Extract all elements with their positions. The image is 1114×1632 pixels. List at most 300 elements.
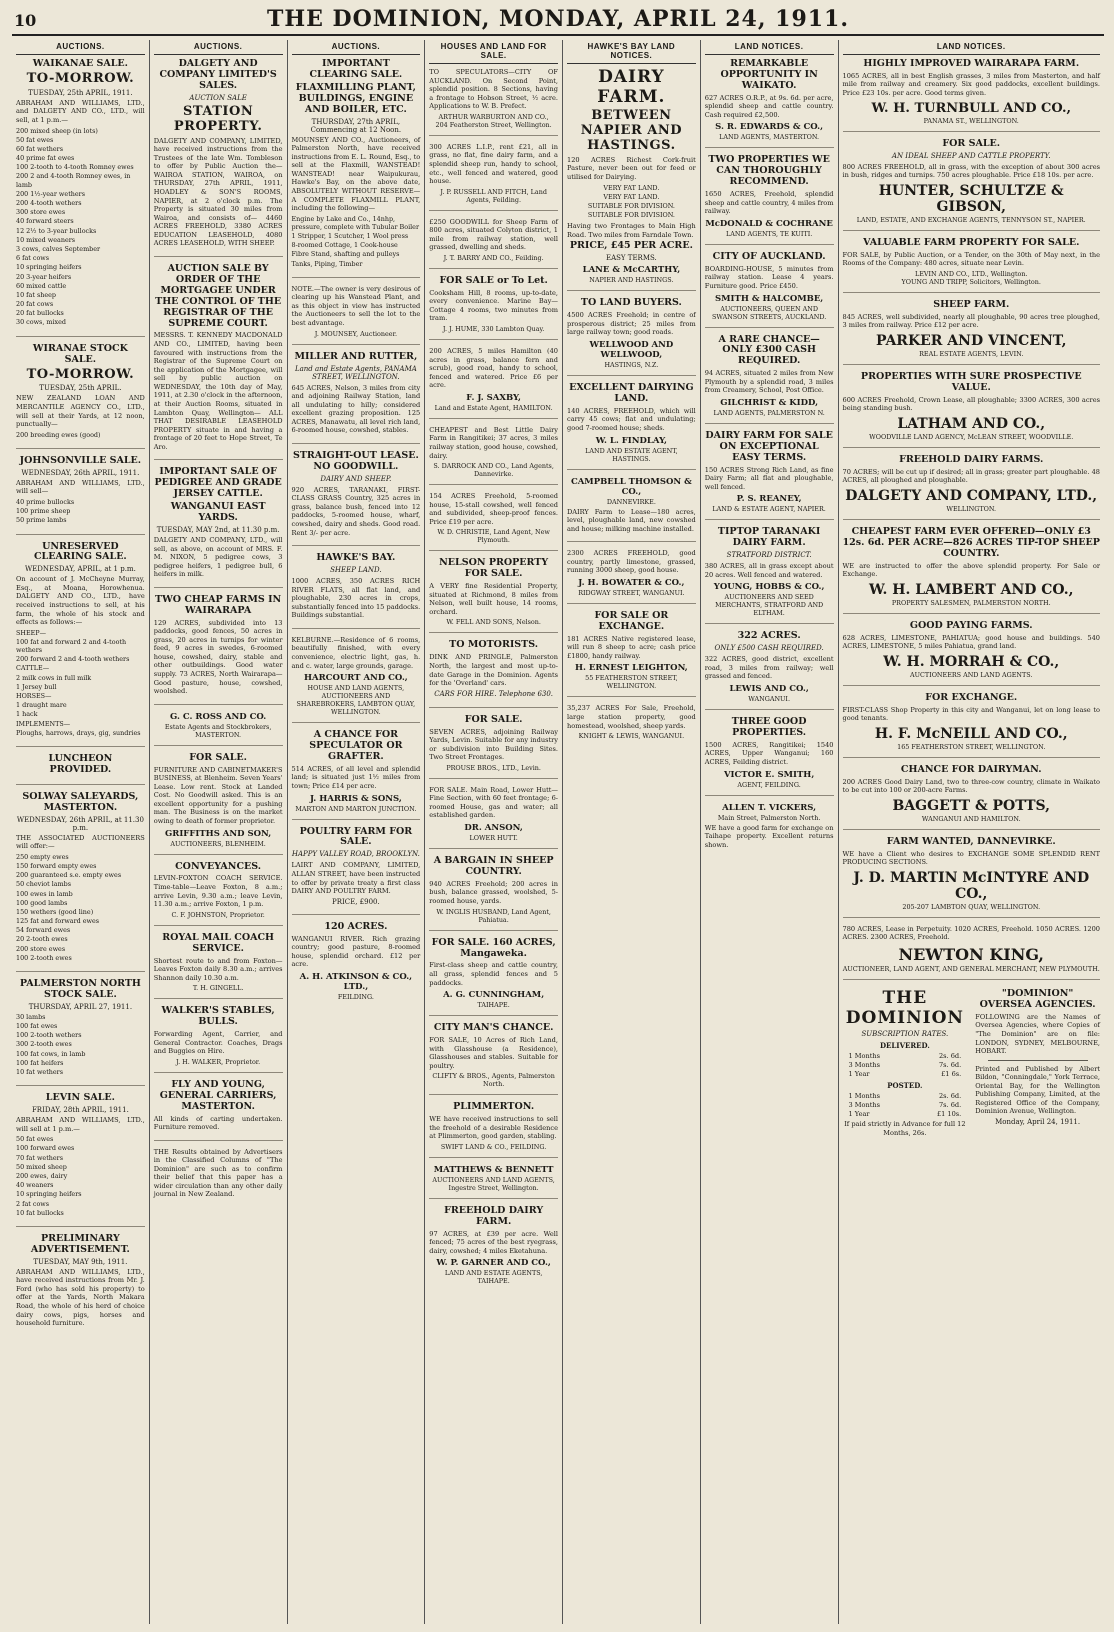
- ad-campbell-thomson: [567, 477, 696, 543]
- rates-note: If paid strictly in Advance for full 12 Months, 26s.: [844, 1120, 966, 1137]
- ad-heading: SHEEP FARM.: [933, 298, 1010, 310]
- ad-heading: FOR SALE or To Let.: [439, 274, 548, 286]
- ad-advertiser: GRIFFITHS AND SON,: [165, 828, 272, 839]
- ad-date: TUESDAY, 25th APRIL, 1911.: [28, 88, 133, 97]
- ad-heading: FOR SALE.: [464, 713, 523, 725]
- ad-body: NEW ZEALAND LOAN AND MERCANTILE AGENCY CO., LTD., will sell at their Yards, at 12 noon, punctually—: [16, 394, 145, 429]
- list-item: 10 mixed weaners: [16, 235, 76, 244]
- rate-period: 1 Months: [848, 1091, 881, 1100]
- list-item: 200 2 and 4-tooth Romney ewes, in lamb: [16, 172, 131, 189]
- ad-body: 4500 ACRES Freehold; in centre of prosperous district; 25 miles from large railway town; good roads.: [567, 311, 696, 337]
- ad-clearing-sale-flaxmill: [292, 59, 421, 278]
- ad-nelson-property: [429, 558, 558, 633]
- posted-rates: [843, 1092, 968, 1119]
- ad-heading: JOHNSONVILLE SALE.: [19, 454, 142, 466]
- rate-period: 1 Year: [848, 1069, 870, 1078]
- ad-advertiser: W. H. LAMBERT AND CO.,: [868, 581, 1074, 598]
- ad-body: LEVIN-FOXTON COACH SERVICE. Time-table—Leave Foxton, 8 a.m.; arrive Levin, 9.30 a.m.; leave Levin, 11.30 a.m.; arrive Foxton, 1 p.m.: [153, 874, 283, 909]
- list-item: 250 empty ewes: [16, 852, 69, 861]
- list-item: 20 fat bullocks: [16, 309, 64, 318]
- ad-2300-acres: [567, 549, 696, 604]
- ad-heading: A BARGAIN IN SHEEP COUNTRY.: [433, 855, 554, 877]
- list-item: SHEEP—: [16, 628, 46, 637]
- list-item: 50 cheviot lambs: [16, 880, 72, 889]
- lot-list: [16, 498, 145, 526]
- ad-address: AUCTIONEERS AND LAND AGENTS.: [910, 670, 1033, 679]
- ad-body: FOR SALE. Main Road, Lower Hutt—Fine Section, with 60 feet frontage; 6-roomed House, gas and water; all established garden.: [429, 785, 558, 820]
- ad-address: Land and Estate Agent, HAMILTON.: [434, 403, 553, 412]
- ad-address: NAPIER AND HASTINGS.: [589, 276, 674, 285]
- ad-city-mans-chance: [429, 1023, 558, 1095]
- ad-address: AUCTIONEERS AND LAND AGENTS, Ingestre Street, Wellington.: [432, 1175, 555, 1192]
- ad-heading: CONVEYANCES.: [175, 860, 262, 872]
- ad-body: 181 ACRES Native registered lease, will run 8 sheep to acre; cash price £1800, handy railway.: [567, 634, 696, 660]
- list-item: 70 fat wethers: [16, 1153, 63, 1162]
- list-item: 100 fat heifers: [16, 1058, 64, 1067]
- ad-heading: SOLWAY SALEYARDS, MASTERTON.: [22, 790, 139, 813]
- ad-advertiser: PARKER AND VINCENT,: [875, 332, 1067, 349]
- list-item: 10 fat wethers: [16, 1068, 63, 1076]
- ad-advertiser: W. L. FINDLAY,: [595, 435, 668, 446]
- list-item: 54 forward ewes: [16, 926, 71, 935]
- ad-advertiser: F. J. SAXBY,: [466, 392, 521, 403]
- list-item: 200 4-tooth wethers: [16, 199, 82, 208]
- ad-120-acres: [292, 922, 421, 1007]
- list-item: 200 store ewes: [16, 944, 66, 953]
- ad-address: TAIHAPE.: [477, 1001, 510, 1010]
- ad-body: FIRST-CLASS Shop Property in this city and Wanganui, let on long lease to good tenants.: [842, 705, 1100, 723]
- list-item: 40 weaners: [16, 1181, 54, 1190]
- rate-price: £1 10s.: [936, 1109, 962, 1118]
- ad-body: WANGANUI RIVER. Rich grazing country; good pasture, 8-roomed house, splendid orchard. £12 per acre.: [291, 934, 421, 969]
- list-item: SUITABLE FOR DIVISION.: [587, 201, 675, 210]
- ad-body: 800 ACRES FREEHOLD, all in grass, with the exception of about 300 acres in bush, ridges and turnips. 750 acres ploughable. Price £18 10s. per acre.: [842, 162, 1100, 180]
- column-3: [288, 40, 426, 1624]
- column-1: [12, 40, 150, 1624]
- ad-body: Shortest route to and from Foxton—Leaves Foxton daily 8.30 a.m.; arrives Shannon daily 10.30 a.m.: [153, 956, 283, 982]
- posted-label: POSTED.: [887, 1080, 923, 1090]
- ad-address: 55 FEATHERSTON STREET, WELLINGTON.: [585, 674, 678, 691]
- ad-taranaki-dairy: [705, 527, 834, 624]
- ad-heading: CHEAPEST FARM EVER OFFERED—ONLY £3 12s. 6d. PER ACRE—826 ACRES TIP-TOP SHEEP COUNTRY.: [842, 525, 1100, 559]
- ad-address: WELLINGTON.: [946, 504, 997, 513]
- ad-levin-sale: [16, 1093, 145, 1227]
- ad-address: 204 Featherston Street, Wellington.: [435, 120, 552, 129]
- lot-list: [16, 853, 145, 963]
- ad-300-acres: [429, 143, 558, 211]
- ad-address: HASTINGS, N.Z.: [604, 361, 659, 369]
- ad-heading: STRAIGHT-OUT LEASE. NO GOODWILL.: [292, 449, 419, 472]
- list-item: 20 3-year heifers: [16, 272, 72, 281]
- ad-body: 1650 ACRES, Freehold, splendid sheep and cattle country, 4 miles from railway.: [704, 190, 834, 216]
- ad-body: ABRAHAM AND WILLIAMS, LTD., will sell—: [16, 478, 145, 496]
- ad-body: THE Results obtained by Advertisers in the Classified Columns of "The Dominion" are such as to confirm their belief that this paper has a wider circulation than any other daily journal in New Zealand.: [153, 1147, 283, 1199]
- rate-row: [843, 1092, 968, 1101]
- ad-heading: TO MOTORISTS.: [449, 639, 539, 651]
- ad-advertiser: J. P. RUSSELL AND FITCH, Land Agents, Feilding.: [440, 187, 547, 204]
- ad-ideal-sheep-cattle: [843, 139, 1101, 231]
- list-item: 12 2½ to 3-year bullocks: [16, 226, 97, 235]
- ad-body: £250 GOODWILL for Sheep Farm of 800 acres, situated Colyton district, 1 mile from railway station, well grassed, dwelling and sheds.: [429, 217, 558, 252]
- list-item: 20 fat cows: [16, 300, 54, 309]
- list-item: HORSES—: [16, 692, 52, 701]
- ad-advertiser: W. H. MORRAH & CO.,: [883, 653, 1060, 670]
- ad-advertiser: KNIGHT & LEWIS, WANGANUI.: [578, 732, 685, 741]
- ad-heading: AUCTION SALE BY ORDER OF THE MORTGAGEE UNDER THE CONTROL OF THE REGISTRAR OF THE SUPREME COURT.: [155, 262, 282, 329]
- ad-date: TUESDAY, MAY 9th, 1911.: [33, 1257, 128, 1266]
- ad-sub: CARS FOR HIRE. Telephone 630.: [434, 689, 554, 698]
- column-6: [701, 40, 839, 1624]
- ad-heading: IMPORTANT SALE OF PEDIGREE AND GRADE JERSEY CATTLE.: [154, 466, 282, 500]
- ad-body: WE have received instructions to sell the freehold of a desirable Residence at Plimmerton, good garden, stabling.: [429, 1115, 558, 1141]
- rate-price: 7s. 6d.: [938, 1100, 962, 1109]
- list-item: 150 forward empty ewes: [16, 861, 97, 870]
- list-item: 300 2-tooth ewes: [16, 1040, 72, 1049]
- lot-list: [16, 1135, 145, 1218]
- oversea-agencies: [975, 987, 1100, 1146]
- ad-advertiser: J. H. BOWATER & CO.,: [578, 577, 685, 588]
- ad-heading: NELSON PROPERTY FOR SALE.: [439, 557, 549, 580]
- ad-advertiser: W. P. GARNER AND CO.,: [436, 1258, 551, 1269]
- ad-heading: IMPORTANT CLEARING SALE.: [309, 58, 403, 80]
- ad-allen-vickers: [705, 803, 834, 858]
- list-item: 40 prime bullocks: [16, 497, 75, 506]
- ad-advertiser: YOUNG, HOBBS & CO.,: [713, 582, 825, 593]
- ad-address: RIDGWAY STREET, WANGANUI.: [578, 588, 685, 597]
- ad-322-acres: [705, 631, 834, 710]
- ad-body: 600 ACRES Freehold, Crown Lease, all ploughable; 3300 ACRES, 300 acres being standing bush.: [842, 395, 1100, 413]
- column-5: [563, 40, 701, 1624]
- ad-heading: GOOD PAYING FARMS.: [909, 619, 1033, 631]
- ad-advertiser: C. F. JOHNSTON, Proprietor.: [171, 910, 265, 919]
- ad-kelburne: [292, 636, 421, 723]
- rate-period: 1 Year: [848, 1109, 870, 1118]
- ad-body: FURNITURE AND CABINETMAKER'S BUSINESS, at Blenheim. Seven Years' Lease. Low rent. Stock at Landed Cost. No Goodwill asked. This is an excellent opportunity for a pushing man. The Business is on the market owing to death of former proprietor.: [153, 765, 283, 825]
- list-item: 20 2-tooth ewes: [16, 935, 68, 944]
- ad-address: PROPERTY SALESMEN, PALMERSTON NORTH.: [891, 598, 1051, 607]
- ad-subheading: BETWEEN NAPIER AND HASTINGS.: [580, 108, 683, 153]
- ad-heading: PLIMMERTON.: [453, 1101, 535, 1113]
- list-item: 200 breeding ewes (good): [16, 430, 101, 439]
- ad-results-notice: [154, 1148, 283, 1207]
- ad-heading: FOR SALE.: [189, 751, 247, 763]
- list-item: Fibre Stand, shafting and pulleys: [291, 250, 400, 259]
- ad-address: AUCTIONEERS, QUEEN AND SWANSON STREETS, AUCKLAND.: [711, 304, 827, 321]
- ad-for-sale-or-let: [429, 276, 558, 340]
- ad-freehold-dairy-farm: [429, 1206, 558, 1292]
- ad-body: 200 ACRES, 5 miles Hamilton (40 acres in grass, balance fern and scrub), good road, handy to school, fenced and watered. Price £6 per acre.: [429, 347, 558, 390]
- ad-sub: AN IDEAL SHEEP AND CATTLE PROPERTY.: [891, 151, 1051, 160]
- ad-heading: DALGETY AND COMPANY LIMITED'S SALES.: [159, 58, 277, 91]
- list-item: Engine by Lake and Co., 14nhp, pressure, complete with Tubular Boiler: [291, 214, 420, 231]
- ad-address: LAND AGENTS, MASTERTON.: [719, 133, 820, 142]
- ad-rare-chance: [705, 335, 834, 424]
- ad-advertiser: SMITH & HALCOMBE,: [714, 293, 824, 304]
- list-item: 30 lambs: [16, 1012, 46, 1021]
- ad-heading: 322 ACRES.: [737, 630, 801, 642]
- rate-row: [843, 1101, 968, 1110]
- ad-city-of-auckland: [705, 252, 834, 328]
- ad-waikanae-sale: [16, 59, 145, 337]
- ad-conveyances: [154, 862, 283, 926]
- list-item: Ploughs, harrows, drays, gig, sundries: [16, 728, 141, 737]
- ad-heading: EXCELLENT DAIRYING LAND.: [569, 382, 694, 404]
- lot-list: [16, 629, 145, 738]
- ad-advertiser: HARCOURT AND CO.,: [303, 673, 408, 684]
- ad-freehold-dairy-farms: [843, 455, 1101, 520]
- ad-body: 1000 ACRES, 350 ACRES RICH RIVER FLATS, all flat land, and ploughable, 230 acres in crops, substantially fenced into 15 paddocks. Buildings substantial.: [291, 577, 421, 620]
- ad-newton-king: [843, 925, 1101, 980]
- list-item: 200 mixed sheep (in lots): [16, 126, 98, 135]
- ad-matthews-bennett: [429, 1165, 558, 1199]
- subscription-rates: [843, 987, 968, 1146]
- ad-address: LAND, ESTATE, AND EXCHANGE AGENTS, TENNYSON ST., NAPIER.: [856, 215, 1086, 224]
- ad-address: PANAMA ST., WELLINGTON.: [923, 116, 1019, 125]
- ad-advertiser: MATTHEWS & BENNETT: [433, 1164, 554, 1175]
- ad-wairarapa-farm: [843, 59, 1101, 132]
- ad-heading: CITY OF AUCKLAND.: [712, 250, 826, 262]
- ad-body: MESSRS. T. KENNEDY MACDONALD AND CO., LIMITED, having been favoured with instructions from the Registrar of the Supreme Court on the application of the Mortgagee, will sell by public auction on WEDNESDAY, the 10th day of May, 1911, at 2.30 o'clock in the afternoon, at their Auction Rooms, situated in Lambton Quay, Wellington— ALL THAT DESIRABLE LEASEHOLD PROPERTY situate in and having a frontage of 20 feet to Hope Street, Te Aro.: [153, 331, 283, 451]
- ad-advertiser: BAGGETT & POTTS,: [892, 797, 1051, 814]
- ad-solway-saleyards: [16, 792, 145, 972]
- ad-address: 205-207 LAMBTON QUAY, WELLINGTON.: [902, 902, 1041, 911]
- lot-list: [292, 215, 421, 269]
- ad-cheapest-dairy-farm: [429, 426, 558, 485]
- ad-date: TUESDAY, MAY 2nd, at 11.30 p.m.: [156, 525, 280, 534]
- ad-body: 780 ACRES, Lease in Perpetuity. 1020 ACRES, Freehold. 1050 ACRES. 1200 ACRES. 2300 ACRES, Freehold.: [842, 924, 1100, 942]
- ad-advertiser: LANE & McCARTHY,: [582, 265, 681, 276]
- ad-body: WE have a Client who desires to EXCHANGE SOME SPLENDID RENT PRODUCING SECTIONS.: [842, 849, 1100, 867]
- ad-preliminary: [16, 1234, 145, 1336]
- ad-body: Having two Frontages to Main High Road. Two miles from Farndale Town.: [567, 222, 696, 239]
- ad-advertiser: P. S. REANEY,: [736, 494, 802, 505]
- ad-body: 940 ACRES Freehold; 200 acres in bush, balance grassed, woolshed, 5-roomed house, yards.: [429, 879, 558, 906]
- lot-list: [16, 127, 145, 328]
- ad-lower-hutt: [429, 786, 558, 849]
- rate-period: 3 Months: [848, 1100, 881, 1109]
- ad-fly-and-young: [154, 1080, 283, 1141]
- list-item: 100 fat ewes: [16, 1022, 58, 1031]
- ad-body: NOTE.—The owner is very desirous of clearing up his Wanstead Plant, and as this object in view has instructed the Auctioneers to sell the lot to the best advantage.: [291, 284, 421, 328]
- list-item: 100 2-tooth wethers: [16, 1031, 82, 1040]
- ad-heading: HIGHLY IMPROVED WAIRARAPA FARM.: [863, 58, 1080, 69]
- ad-sheep-farm: [843, 300, 1101, 365]
- list-item: 60 fat wethers: [16, 144, 63, 153]
- ad-advertiser: LEVIN AND CO., LTD., Wellington.: [914, 269, 1028, 278]
- ad-speculator-chance: [292, 730, 421, 819]
- ad-sub: Land and Estate Agents, PANAMA STREET, WELLINGTON.: [294, 364, 417, 381]
- ad-advertiser: A. H. ATKINSON & CO., LTD.,: [299, 971, 413, 992]
- ad-address: YOUNG AND TRIPP, Solicitors, Wellington.: [901, 277, 1041, 286]
- ad-price: PRICE, £900.: [332, 897, 380, 906]
- ad-heading: DAIRY FARM FOR SALE ON EXCEPTIONAL EASY TERMS.: [705, 429, 833, 463]
- list-item: 10 fat bullocks: [16, 1208, 64, 1217]
- list-item: 10 fat sheep: [16, 290, 56, 299]
- ad-body: 845 ACRES, well subdivided, nearly all ploughable, 90 acres tree ploughed, 3 miles from railway. Price £12 per acre.: [842, 312, 1100, 330]
- ad-heading: FREEHOLD DAIRY FARM.: [444, 1204, 544, 1227]
- ad-body: SEVEN ACRES, adjoining Railway Yards, Levin. Suitable for any industry or subdivision into Building Sites. Two Street Frontages.: [429, 727, 558, 762]
- ad-advertiser: HUNTER, SCHULTZE & GIBSON,: [878, 182, 1064, 215]
- ad-subheading: FLAXMILLING PLANT, BUILDINGS, ENGINE AND BOILER, ETC.: [295, 81, 416, 115]
- ad-date: THURSDAY, 27th APRIL, Commencing at 12 Noon.: [310, 117, 402, 134]
- ad-advertiser: A. G. CUNNINGHAM,: [443, 990, 545, 1001]
- delivered-label: DELIVERED.: [879, 1041, 930, 1051]
- ad-heading: MILLER AND RUTTER,: [294, 350, 418, 362]
- ad-subheading: STATION PROPERTY.: [173, 103, 263, 134]
- list-item: 60 mixed cattle: [16, 281, 67, 290]
- ad-advertiser: W. H. TURNBULL AND CO.,: [871, 100, 1072, 116]
- ad-heading: A RARE CHANCE—ONLY £300 CASH REQUIRED.: [718, 333, 820, 367]
- imprint-date: Monday, April 24, 1911.: [995, 1118, 1081, 1126]
- rate-period: 1 Months: [848, 1052, 881, 1061]
- ad-sub: ONLY £500 CASH REQUIRED.: [714, 644, 824, 653]
- masthead: [12, 6, 1104, 36]
- list-item: 2 fat cows: [16, 1199, 50, 1208]
- ad-farm-wanted: [843, 837, 1101, 918]
- ad-unreserved-clearing-sale: [16, 542, 145, 747]
- ad-address: DANNEVIRKE.: [606, 497, 656, 506]
- ad-body: ABRAHAM AND WILLIAMS, LTD., and DALGETY AND CO., LTD., will sell, at 1 p.m.—: [16, 98, 145, 124]
- ad-heading: 120 ACRES.: [324, 920, 388, 932]
- ad-body: 120 ACRES Richest Cork-fruit Pasture, never been out for feed or utilised for Dairying.: [567, 155, 696, 182]
- rate-row: [843, 1070, 968, 1079]
- list-item: 50 prime lambs: [16, 516, 67, 525]
- ad-body: WE have a good farm for exchange on Taihape property. Excellent returns shown.: [704, 823, 834, 849]
- rate-price: 7s. 6d.: [938, 1060, 962, 1069]
- list-item: VERY FAT LAND.: [603, 192, 660, 201]
- ad-subheading: WANGANUI EAST YARDS.: [170, 501, 266, 524]
- ad-to-land-buyers: [567, 298, 696, 376]
- ad-body: 200 ACRES Good Dairy Land, two to three-cow country, climate in Waikato to be cut into 100 or 200-acre Farms.: [842, 777, 1100, 795]
- ad-sub: SHEEP LAND.: [330, 566, 382, 575]
- ad-advertiser: J. HARRIS & SONS,: [309, 793, 402, 804]
- list-item: 100 fat and forward 2 and 4-tooth wethers: [16, 637, 127, 655]
- ad-dalgety-station: [154, 59, 283, 257]
- ad-heading: PROPERTIES WITH SURE PROSPECTIVE VALUE.: [860, 370, 1082, 393]
- list-item: 1 Stripper, 1 Scutcher, 1 Wool press: [291, 232, 409, 241]
- rate-price: 2s. 6d.: [938, 1091, 962, 1100]
- ad-advertiser: CAMPBELL THOMSON & CO.,: [570, 476, 692, 497]
- ad-body: DAIRY Farm to Lease—180 acres, level, ploughable land, new cowshed and house; milking machine installed.: [567, 507, 696, 533]
- list-item: 200 1½-year wethers: [16, 189, 85, 198]
- ad-200-acres-hamilton: [429, 347, 558, 419]
- ad-terms: EASY TERMS.: [605, 254, 657, 263]
- ad-body: 628 ACRES, LIMESTONE, PAHIATUA; good house and buildings. 540 ACRES, LIMESTONE, 5 miles Pahiatua, grand land.: [842, 633, 1100, 651]
- ad-body: 97 ACRES, at £39 per acre. Well fenced; 75 acres of the best ryegrass, dairy, cowshed; 4 miles Eketahuna.: [429, 1229, 558, 1255]
- ad-35237-acres: [567, 704, 696, 746]
- column-heading: HAWKE'S BAY LAND NOTICES.: [567, 40, 696, 64]
- ad-mortgagee-sale: [154, 264, 283, 460]
- ad-154-acres: [429, 492, 558, 551]
- ad-body: On account of J. McCheyne Murray, Esq., at Moana, Horowhenua. DALGETY AND CO., LTD., have received instructions to sell, at his farm, the whole of his stock and effects as follows:—: [16, 575, 145, 627]
- ad-heading: FOR EXCHANGE.: [925, 691, 1018, 703]
- ad-heading: FOR SALE. 160 ACRES, Mangaweka.: [431, 936, 556, 959]
- ad-heading: "DOMINION" OVERSEA AGENCIES.: [979, 987, 1096, 1010]
- ad-address: 165 FEATHERSTON STREET, WELLINGTON.: [897, 742, 1046, 751]
- ad-advertiser: WELLWOOD AND WELLWOOD,: [589, 340, 674, 360]
- ad-heading: TO LAND BUYERS.: [580, 297, 682, 309]
- ad-royal-mail-coach: [154, 933, 283, 1000]
- ad-heading: TWO CHEAP FARMS IN WAIRARAPA: [155, 593, 282, 616]
- list-item: 40 forward steers: [16, 217, 74, 226]
- ad-advertiser: LEWIS AND CO.,: [729, 684, 809, 694]
- list-item: 100 2-tooth ewes: [16, 953, 72, 962]
- ad-excellent-dairying: [567, 383, 696, 470]
- ad-heading: VALUABLE FARM PROPERTY FOR SALE.: [863, 236, 1080, 248]
- ad-furniture-business: [154, 753, 283, 855]
- footer-row: [843, 987, 1101, 1153]
- list-item: 200 ewes, dairy: [16, 1171, 68, 1180]
- ad-for-exchange: [843, 693, 1101, 758]
- ad-body: FOR SALE, 10 Acres of Rich Land, with Glasshouse (a Residence), Glasshouses and stables. Suitable for poultry.: [429, 1036, 558, 1070]
- newspaper-title: THE DOMINION, MONDAY, APRIL 24, 1911.: [266, 6, 850, 32]
- list-item: 100 forward ewes: [16, 1144, 75, 1153]
- ad-advertiser: H. F. McNEILL AND CO.,: [874, 725, 1068, 742]
- ad-heading: WALKER'S STABLES, BULLS.: [161, 1005, 275, 1028]
- columns: [12, 40, 1104, 1624]
- ad-sub: DAIRY AND SHEEP.: [320, 474, 392, 483]
- ad-address: AUCTIONEERS AND SEED MERCHANTS, STRATFORD AND ELTHAM.: [715, 593, 824, 618]
- list-item: 50 fat ewes: [16, 135, 54, 144]
- ad-hawkes-bay: [292, 553, 421, 629]
- rate-period: 3 Months: [848, 1060, 881, 1069]
- ad-advertiser: CLIFTY & BROS., Agents, Palmerston North.: [432, 1072, 555, 1089]
- ad-date: TUESDAY, 25th APRIL.: [39, 384, 122, 393]
- ad-chance-for-dairyman: [843, 765, 1101, 830]
- ad-body: Cooksham Hill, 8 rooms, up-to-date, every convenience. Marine Bay—Cottage 4 rooms, two minutes from tram.: [429, 288, 558, 323]
- ad-heading: REMARKABLE OPPORTUNITY IN WAIKATO.: [720, 58, 818, 91]
- ad-sub: HAPPY VALLEY ROAD, BROOKLYN.: [291, 850, 420, 859]
- rate-row: [843, 1061, 968, 1070]
- ad-dairy-farm-napier: [567, 68, 696, 291]
- ad-advertiser: W. FELL AND SONS, Nelson.: [446, 618, 541, 627]
- ad-body: KELBURNE.—Residence of 6 rooms, beautifully finished, with every convenience, electric light, gas, h. and c. water, large grounds, garage.: [291, 635, 421, 670]
- ad-heading: UNRESERVED CLEARING SALE.: [33, 540, 127, 563]
- ad-palmerston-north-sale: [16, 979, 145, 1086]
- ad-waikato-opportunity: [705, 59, 834, 148]
- column-7: [839, 40, 1105, 1624]
- ad-date: WEDNESDAY, 26th APRIL, 1911.: [21, 468, 140, 477]
- ad-body: DINK AND PRINGLE, Palmerston North, the largest and most up-to-date Garage in the Dominion. Agents for the 'Overland' cars.: [429, 653, 558, 688]
- ad-heading: LEVIN SALE.: [45, 1092, 115, 1104]
- ad-address: Main Street, Palmerston North.: [717, 813, 821, 822]
- rate-row: [843, 1052, 968, 1061]
- ad-address: WANGANUI AND HAMILTON.: [921, 814, 1021, 823]
- ad-body: 380 ACRES, all in grass except about 20 acres. Well fenced and watered.: [704, 562, 834, 579]
- ad-body: ABRAHAM AND WILLIAMS, LTD., will sell at 1 p.m.—: [16, 1116, 145, 1133]
- page-number: 10: [14, 11, 37, 30]
- ad-body: 645 ACRES, Nelson, 3 miles from city and adjoining Railway Station, land all undulating to hilly; considered excellent grazing proposition. 125 ACRES, Manawatu, all level rich land, 6-roomed house, cowshed, stables.: [291, 383, 421, 435]
- ad-wiranae-stock-sale: [16, 344, 145, 449]
- ad-advertiser: W. D. CHRISTIE, Land Agent, New Plymouth.: [437, 528, 550, 545]
- ad-body: 35,237 ACRES For Sale, Freehold, large station property, good homestead, woolshed, sheep yards.: [567, 704, 696, 730]
- ad-date: THURSDAY, APRIL 27, 1911.: [28, 1002, 133, 1011]
- list-item: VERY FAT LAND.: [603, 183, 660, 192]
- ad-heading: FOR SALE.: [942, 137, 1001, 149]
- ad-advertiser: GILCHRIST & KIDD,: [720, 397, 819, 408]
- feature-list: [567, 184, 696, 221]
- ad-advertiser: J. MOUNSEY, Auctioneer.: [314, 329, 397, 338]
- ad-advertiser: J. H. WALKER, Proprietor.: [176, 1057, 261, 1066]
- ad-advertiser: NEWTON KING,: [898, 944, 1044, 964]
- ad-heading: TWO PROPERTIES WE CAN THOROUGHLY RECOMMEND.: [708, 154, 830, 188]
- ad-advertiser: T. H. GINGELL.: [192, 984, 244, 993]
- ad-cheapest-farm: [843, 527, 1101, 614]
- ad-body: THE ASSOCIATED AUCTIONEERS will offer:—: [16, 833, 145, 851]
- ad-dairy-farm-easy-terms: [705, 431, 834, 520]
- ad-advertiser: H. ERNEST LEIGHTON,: [574, 663, 688, 674]
- list-item: 3 cows, calves September: [16, 244, 101, 253]
